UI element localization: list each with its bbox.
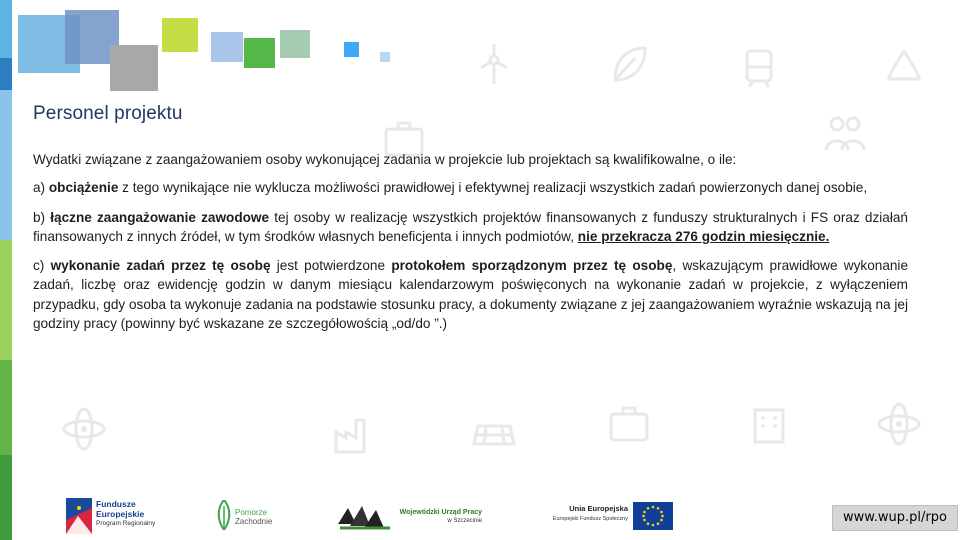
wup-line-1: Wojewódzki Urząd Pracy (399, 509, 482, 516)
fe-line-2: Europejskie (96, 509, 145, 519)
item-c-mid: jest potwierdzone (270, 258, 392, 274)
item-a-text: z tego wynikające nie wyklucza możliwości prawidłowej i efektywnej realizacji wszystkich zadań powierzonych danej osobie, (118, 180, 868, 196)
item-c-bold-1: wykonanie zadań przez tę osobę (50, 258, 271, 274)
factory-icon (330, 410, 378, 458)
item-b-text: tej osoby w realizację wszystkich projektów finansowanych z funduszy strukturalnych i FS oraz działań finansowanych z innych źródeł, w tym środków własnych beneficjenta i innych podmiotów, (33, 209, 908, 244)
website-url[interactable]: www.wup.pl/rpo (832, 505, 958, 531)
decor-square (211, 32, 243, 62)
decor-square (344, 42, 359, 57)
footer-logos (0, 490, 960, 540)
atom-icon (60, 405, 108, 453)
decor-square (244, 38, 275, 68)
recycle-icon (880, 45, 928, 93)
eu-flag-icon (633, 502, 673, 530)
pomorze-zachodnie-logo (215, 498, 290, 534)
atom-icon (875, 400, 923, 448)
item-c-bold-2: protokołem sporządzonym przez tę osobę (391, 258, 673, 274)
ue-line-2: Europejski Fundusz Społeczny (552, 516, 628, 522)
unia-europejska-logo (540, 500, 675, 532)
building-icon (745, 400, 793, 448)
wup-szczecin-logo (338, 498, 483, 534)
decor-square (380, 52, 390, 62)
leaf-icon (605, 40, 653, 88)
fe-line-1: Fundusze (96, 499, 136, 509)
slide-content (33, 150, 908, 343)
intro-paragraph: Wydatki związane z zaangażowaniem osoby wykonującej zadania w projekcie lub projektach są kwalifikowalne, o ile: (33, 152, 737, 167)
item-c-prefix: c) (33, 258, 51, 274)
pz-line-2: Zachodnie (235, 517, 273, 526)
fe-line-3: Program Regionalny (96, 520, 156, 527)
pz-leaf-icon (215, 500, 233, 530)
item-a-bold: obciążenie (48, 180, 119, 196)
item-c-text: , wskazującym prawidłowe wykonanie zadań, liczbę oraz ewidencję godzin w danym miesiącu kalendarzowym poświęconych na wykonanie zadań w projekcie, z wyłączeniem przypadku, gdy osoba ta wykonuje zadania na podstawie stosunku pracy, a dokumenty związane z jej zaangażowaniem wyraźnie wskazują na jej godziny pracy (powinny być wskazane ze szczegółowością „od/do ”.) (33, 258, 909, 332)
left-color-stripe (0, 0, 12, 540)
wup-line-2: w Szczecinie (447, 518, 482, 524)
item-a-prefix: a) (33, 180, 49, 196)
page-title: Personel projektu (33, 103, 183, 124)
item-a-paragraph (33, 178, 908, 197)
wind-turbine-icon (470, 40, 518, 88)
train-icon (735, 45, 783, 93)
item-b-prefix: b) (33, 209, 51, 225)
fe-emblem-icon (66, 498, 92, 534)
item-b-underlined: nie przekracza 276 godzin miesięcznie. (577, 228, 830, 244)
item-b-paragraph (33, 208, 908, 247)
ue-line-1: Unia Europejska (569, 504, 628, 513)
item-b-bold: łączne zaangażowanie zawodowe (50, 209, 270, 225)
pz-line-1: Pomorze (235, 508, 268, 517)
briefcase-icon (605, 400, 653, 448)
item-c-paragraph (33, 256, 908, 333)
decor-square (110, 45, 158, 91)
fundusze-europejskie-logo (66, 496, 166, 536)
decor-square (162, 18, 198, 52)
decor-square (280, 30, 310, 58)
solar-panel-icon (470, 410, 518, 458)
